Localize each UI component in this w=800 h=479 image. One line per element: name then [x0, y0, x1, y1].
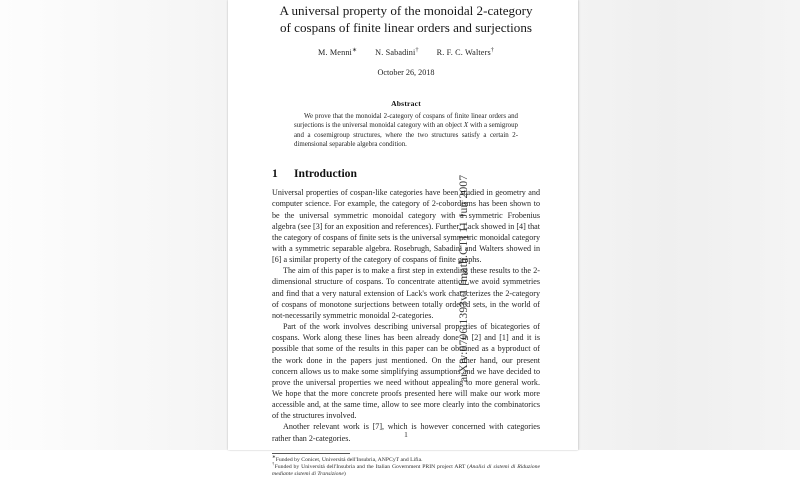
author-1 [318, 48, 357, 57]
paper-date: October 26, 2018 [377, 68, 435, 77]
footnote-2 [272, 461, 540, 479]
author-3 [437, 48, 494, 57]
abstract-section [272, 99, 540, 149]
author-3-footnote-marker: † [490, 47, 494, 54]
author-1-footnote-marker: ∗ [351, 47, 358, 54]
viewer-backdrop-left [0, 0, 228, 450]
page-number: 1 [404, 430, 408, 439]
title-line-2: of cospans of finite linear orders and surjections [280, 19, 532, 35]
section-title: Introduction [294, 167, 357, 181]
page-content [272, 0, 540, 478]
arxiv-stamp: arXiv:0706.1393v1 [math.CT] 11 Jun 2007 [458, 174, 470, 382]
paper-page [228, 0, 578, 478]
author-2 [375, 48, 418, 57]
title-line-1: A universal property of the monoidal 2-category [279, 3, 533, 18]
footnote-2-marker: † [272, 461, 275, 467]
page-title [272, 3, 540, 36]
paragraph-2: The aim of this paper is to make a first step in extending these results to the 2-dimensional structure of cospans. To concentrate attention we avoid symmetries and find that a very natural extension of Lack's work characterizes the 2-category of cospans of monotone surjections between totally ordered sets, in the world of not-necessarily symmetric monoidal 2-categories. [272, 266, 540, 320]
author-list [272, 48, 540, 57]
paragraph-3: Part of the work involves describing universal properties of bicategories of cospans. Work along these lines has been already done in [2] and [1] and it is possible that some of the results in this paper can be obtained as a byproduct of the work done in the papers just mentioned. On the other hand, our present concern allows us to make some simplifying assumptions and we have decided to prove the universal properties we need without appealing to more general work. We hope that the more concrete proofs presented here will make our work more accessible and, at the same time, allow to see more clearly into the combinatorics of the structures involved. [272, 322, 540, 421]
paragraph-1: Universal properties of cospan-like categories have been studied in geometry and computer science. For example, the category of 2-cobordisms has been shown to be the universal symmetric monoidal category with a symmetric Frobenius algebra (see [3] for an exposition and references). Further, Lack showed in [4] that the category of cospans of finite sets is the universal symmetric monoidal category with a symmetric separable algebra. Rosebrugh, Sabadini and Walters showed in [6] a similar property of the category of cospans of finite graphs. [272, 188, 540, 265]
author-1-name: M. Menni [318, 48, 352, 57]
viewer-backdrop-right [578, 0, 800, 450]
section-number: 1 [272, 167, 278, 181]
paragraph-4: Another relevant work is [7], which is however concerned with categories rather than 2-categories. [272, 422, 540, 443]
footnote-1-marker: ∗ [272, 453, 276, 459]
footnote-1-text: Funded by Conicet, Universitá dell'Insubria, ANPCyT and Lifia. [275, 456, 423, 463]
footnote-2-text-part-1: Funded by Universitá dell'Insubria and the Italian Government PRIN project ART ( [274, 464, 470, 471]
footnote-separator [272, 453, 350, 454]
footnote-2-text-italic: Analisi di sistemi di Riduzione mediante sistemi di Transizione [272, 464, 540, 478]
abstract-text-part-2: with a semigroup and a cosemigroup structures, where the two structures satisfy a certain 2-dimensional separable algebra condition. [294, 122, 519, 148]
abstract-heading: Abstract [391, 99, 421, 108]
abstract-object-symbol: X [463, 122, 469, 130]
footnote-1 [272, 453, 540, 467]
abstract-text-part-1: We prove that the monoidal 2-category of cospans of finite linear orders and surjections is the universal monoidal category with an object [294, 113, 518, 130]
author-2-footnote-marker: † [415, 47, 419, 54]
footnote-2-text-part-2: ) [343, 471, 346, 478]
section-heading-introduction [272, 167, 540, 180]
author-3-name: R. F. C. Walters [436, 48, 491, 57]
abstract-text [294, 112, 518, 149]
author-2-name: N. Sabadini [375, 48, 416, 57]
